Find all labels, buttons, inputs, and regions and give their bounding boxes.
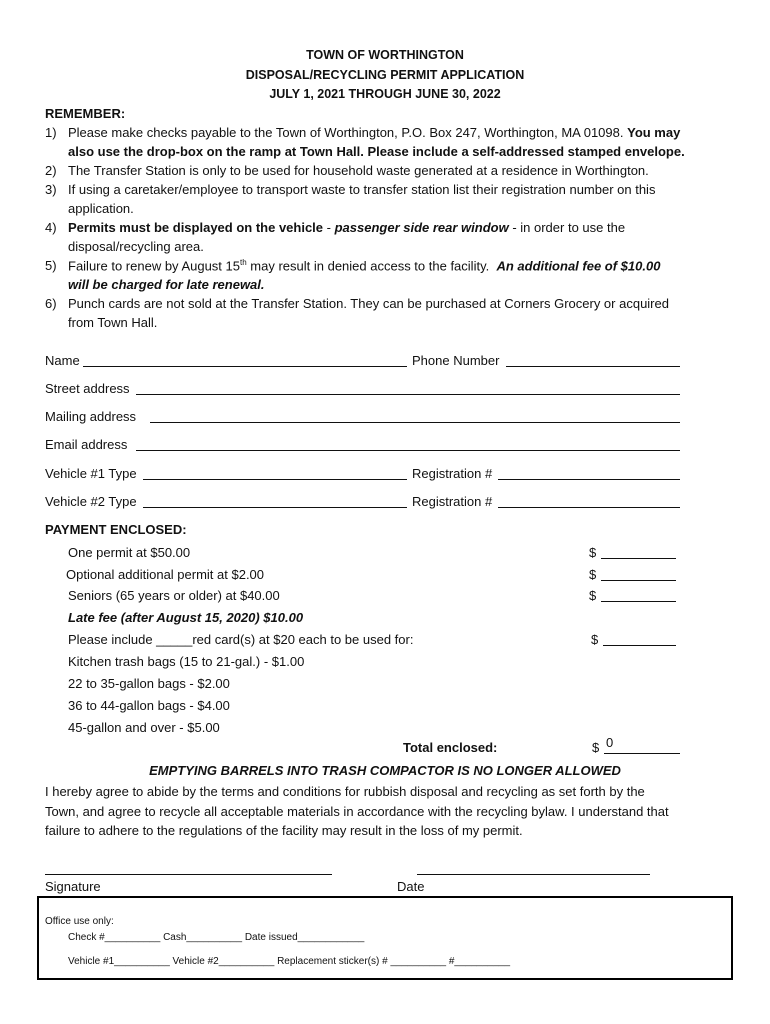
email-address-field[interactable] xyxy=(136,437,680,451)
kitchen-bags-option: Kitchen trash bags (15 to 21-gal.) - $1.00 xyxy=(68,654,305,669)
seniors-permit-dollar: $ xyxy=(589,588,597,603)
one-permit-dollar: $ xyxy=(589,545,597,560)
remember-item-6-continued: from Town Hall. xyxy=(68,315,158,330)
vehicle-2-type-label: Vehicle #2 Type xyxy=(45,494,137,509)
signature-line[interactable] xyxy=(45,874,332,875)
remember-item-5-continued: will be charged for late renewal. xyxy=(68,277,265,292)
remember-item-1-continued: also use the drop-box on the ramp at Town Hall. Please include a self-addressed stamped envelope. xyxy=(68,144,685,159)
remember-item-2: The Transfer Station is only to be used for household waste generated at a residence in Worthington. xyxy=(68,163,649,178)
remember-item-4 xyxy=(68,220,625,235)
remember-item-4-tail: - in order to use the xyxy=(508,220,626,235)
remember-item-5-superscript: th xyxy=(240,258,247,267)
street-address-label: Street address xyxy=(45,381,130,396)
email-address-label: Email address xyxy=(45,437,128,452)
office-use-vehicle-line: Vehicle #1__________ Vehicle #2__________ Replacement sticker(s) # __________ #__________ xyxy=(68,956,511,967)
remember-item-3-continued: application. xyxy=(68,201,134,216)
vehicle-1-type-label: Vehicle #1 Type xyxy=(45,466,137,481)
bags-45-plus-option: 45-gallon and over - $5.00 xyxy=(68,720,220,735)
optional-permit-amount-field[interactable] xyxy=(601,567,676,581)
total-dollar: $ xyxy=(592,740,600,755)
agreement-line-1: I hereby agree to abide by the terms and conditions for rubbish disposal and recycling as set forth by the xyxy=(45,784,645,799)
remember-item-5-number: 5) xyxy=(45,258,57,273)
seniors-permit-label: Seniors (65 years or older) at $40.00 xyxy=(68,588,280,603)
mailing-address-label: Mailing address xyxy=(45,409,137,424)
phone-field[interactable] xyxy=(506,353,680,367)
remember-item-5-text: Failure to renew by August 15 xyxy=(68,258,240,274)
registration-1-label: Registration # xyxy=(412,466,493,481)
remember-item-1-number: 1) xyxy=(45,125,57,140)
office-use-payment-line: Check #__________ Cash__________ Date issued____________ xyxy=(68,932,365,943)
name-field[interactable] xyxy=(83,353,407,367)
compactor-notice: EMPTYING BARRELS INTO TRASH COMPACTOR IS NO LONGER ALLOWED xyxy=(149,763,621,778)
remember-item-3: If using a caretaker/employee to transport waste to transfer station list their registration number on this xyxy=(68,182,656,197)
agreement-line-2: Town, and agree to recycle all acceptable materials in accordance with the recycling bylaw. I understand that xyxy=(45,804,669,819)
remember-heading: REMEMBER: xyxy=(45,106,126,121)
form-title-town: TOWN OF WORTHINGTON xyxy=(306,48,464,62)
remember-item-4-dash: - xyxy=(323,220,335,235)
form-title-dates: JULY 1, 2021 THROUGH JUNE 30, 2022 xyxy=(269,87,501,101)
total-enclosed-value: 0 xyxy=(606,735,614,750)
vehicle-2-type-field[interactable] xyxy=(143,494,407,508)
office-use-heading: Office use only: xyxy=(45,916,114,927)
remember-item-5 xyxy=(68,258,660,273)
one-permit-label: One permit at $50.00 xyxy=(68,545,191,560)
registration-2-field[interactable] xyxy=(498,494,680,508)
remember-item-1-bold: You may xyxy=(627,125,681,140)
remember-item-5-fee: An additional fee of $10.00 xyxy=(496,258,661,274)
optional-permit-dollar: $ xyxy=(589,567,597,582)
remember-item-4-location: passenger side rear window xyxy=(334,220,509,235)
seniors-permit-amount-field[interactable] xyxy=(601,588,676,602)
phone-label: Phone Number xyxy=(412,353,500,368)
remember-item-4-continued: disposal/recycling area. xyxy=(68,239,204,254)
remember-item-4-bold: Permits must be displayed on the vehicle xyxy=(68,220,324,235)
remember-item-6-number: 6) xyxy=(45,296,57,311)
date-line[interactable] xyxy=(417,874,650,875)
signature-label: Signature xyxy=(45,879,101,894)
agreement-line-3: failure to adhere to the regulations of the facility may result in the loss of my permit. xyxy=(45,823,523,838)
form-title-application: DISPOSAL/RECYCLING PERMIT APPLICATION xyxy=(245,68,525,82)
remember-item-2-number: 2) xyxy=(45,163,57,178)
street-address-field[interactable] xyxy=(136,381,680,395)
red-card-amount-field[interactable] xyxy=(603,632,676,646)
remember-item-5-text-b: may result in denied access to the facility. xyxy=(246,258,490,274)
total-enclosed-field[interactable] xyxy=(604,737,680,754)
total-enclosed-label: Total enclosed: xyxy=(403,740,498,755)
bags-22-35-option: 22 to 35-gallon bags - $2.00 xyxy=(68,676,230,691)
late-fee-label: Late fee (after August 15, 2020) $10.00 xyxy=(68,610,304,625)
remember-item-1-text: Please make checks payable to the Town of Worthington, P.O. Box 247, Worthington, MA 01098. xyxy=(68,125,624,140)
red-card-dollar: $ xyxy=(591,632,599,647)
name-label: Name xyxy=(45,353,80,368)
payment-heading: PAYMENT ENCLOSED: xyxy=(45,522,187,537)
date-label: Date xyxy=(397,879,425,894)
optional-permit-label: Optional additional permit at $2.00 xyxy=(66,567,265,582)
remember-item-4-number: 4) xyxy=(45,220,57,235)
red-card-label: Please include _____red card(s) at $20 each to be used for: xyxy=(68,632,414,647)
one-permit-amount-field[interactable] xyxy=(601,545,676,559)
remember-item-3-number: 3) xyxy=(45,182,57,197)
registration-2-label: Registration # xyxy=(412,494,493,509)
bags-36-44-option: 36 to 44-gallon bags - $4.00 xyxy=(68,698,230,713)
vehicle-1-type-field[interactable] xyxy=(143,466,407,480)
remember-item-6: Punch cards are not sold at the Transfer Station. They can be purchased at Corners Grocery or acquired xyxy=(68,296,669,311)
mailing-address-field[interactable] xyxy=(150,409,680,423)
registration-1-field[interactable] xyxy=(498,466,680,480)
remember-item-1 xyxy=(68,125,680,140)
